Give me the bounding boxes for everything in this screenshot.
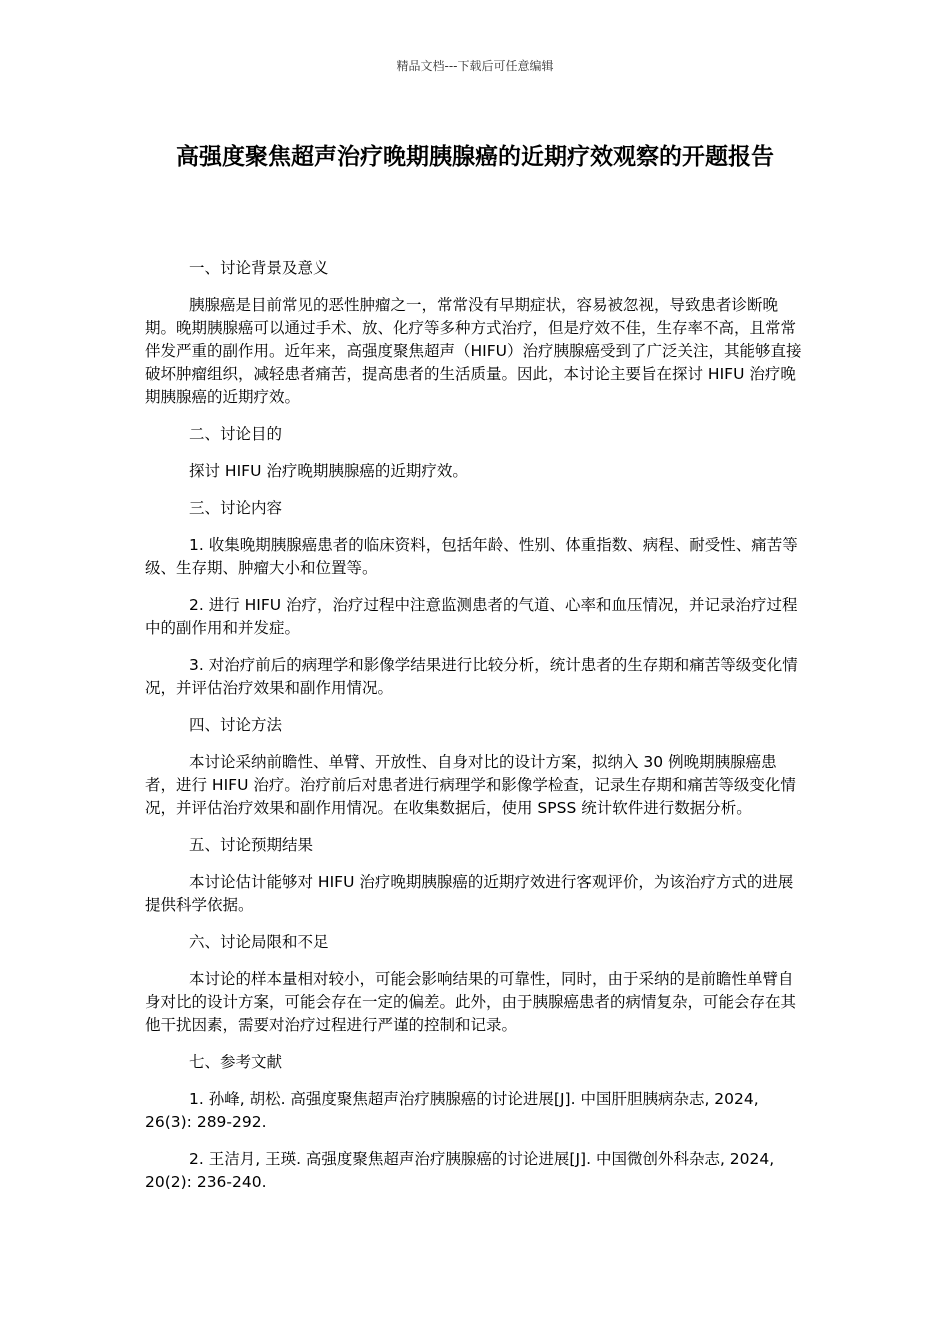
section-heading-method: 四、讨论方法 <box>189 716 283 734</box>
section-heading-content: 三、讨论内容 <box>189 499 283 517</box>
paragraph-limitations: 本讨论的样本量相对较小，可能会影响结果的可靠性，同时，由于采纳的是前瞻性单臂自身对比的设计方案，可能会存在一定的偏差。此外，由于胰腺癌患者的病情复杂，可能会存在其他干扰因素，需要对治疗过程进行严谨的控制和记录。 <box>145 970 797 1034</box>
paragraph-content-item-3: 3. 对治疗前后的病理学和影像学结果进行比较分析，统计患者的生存期和痛苦等级变化情况，并评估治疗效果和副作用情况。 <box>145 656 798 697</box>
section-heading-references: 七、参考文献 <box>189 1053 283 1071</box>
paragraph-content-item-1: 1. 收集晚期胰腺癌患者的临床资料，包括年龄、性别、体重指数、病程、耐受性、痛苦等级、生存期、肿瘤大小和位置等。 <box>145 536 798 577</box>
paragraph-background: 胰腺癌是目前常见的恶性肿瘤之一，常常没有早期症状，容易被忽视，导致患者诊断晚期。晚期胰腺癌可以通过手术、放、化疗等多种方式治疗，但是疗效不佳，生存率不高，且常常伴发严重的副作用。近年来，高强度聚焦超声（HIFU）治疗胰腺癌受到了广泛关注，其能够直接破坏肿瘤组织，减轻患者痛苦，提高患者的生活质量。因此，本讨论主要旨在探讨 HIFU 治疗晚期胰腺癌的近期疗效。 <box>145 296 802 406</box>
section-heading-expected-results: 五、讨论预期结果 <box>189 836 314 854</box>
section-heading-purpose: 二、讨论目的 <box>189 425 283 443</box>
document-body <box>145 257 807 1208</box>
reference-item-2: 2. 王洁月, 王瑛. 高强度聚焦超声治疗胰腺癌的讨论进展[J]. 中国微创外科杂志, 2024, 20(2): 236-240. <box>145 1150 775 1191</box>
section-heading-background: 一、讨论背景及意义 <box>189 259 329 277</box>
paragraph-purpose: 探讨 HIFU 治疗晚期胰腺癌的近期疗效。 <box>189 462 468 480</box>
header-note: 精品文档---下载后可任意编辑 <box>396 59 554 73</box>
paragraph-method: 本讨论采纳前瞻性、单臂、开放性、自身对比的设计方案，拟纳入 30 例晚期胰腺癌患者，进行 HIFU 治疗。治疗前后对患者进行病理学和影像学检查，记录生存期和痛苦等级变化情况，并评估治疗效果和副作用情况。在收集数据后，使用 SPSS 统计软件进行数据分析。 <box>145 753 796 817</box>
document-title: 高强度聚焦超声治疗晚期胰腺癌的近期疗效观察的开题报告 <box>176 144 774 170</box>
reference-item-1: 1. 孙峰, 胡松. 高强度聚焦超声治疗胰腺癌的讨论进展[J]. 中国肝胆胰病杂志, 2024, 26(3): 289-292. <box>145 1090 759 1131</box>
paragraph-content-item-2: 2. 进行 HIFU 治疗，治疗过程中注意监测患者的气道、心率和血压情况，并记录治疗过程中的副作用和并发症。 <box>145 596 798 637</box>
paragraph-expected-results: 本讨论估计能够对 HIFU 治疗晚期胰腺癌的近期疗效进行客观评价，为该治疗方式的进展提供科学依据。 <box>145 873 794 914</box>
section-heading-limitations: 六、讨论局限和不足 <box>189 933 329 951</box>
